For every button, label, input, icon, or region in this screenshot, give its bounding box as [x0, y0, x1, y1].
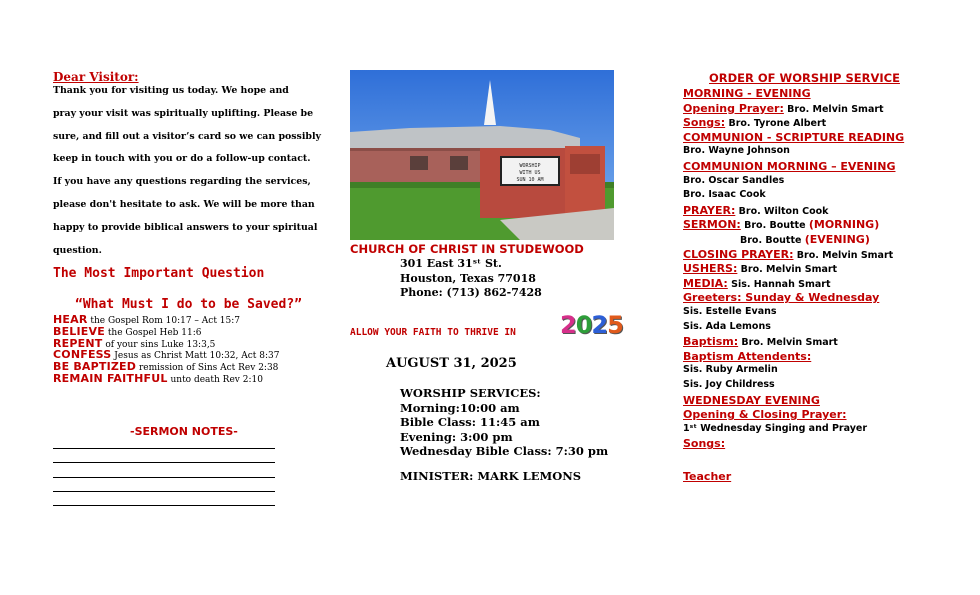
worship-heading: Baptism Attendents: — [683, 349, 812, 363]
role-label: Opening Prayer: — [683, 101, 784, 115]
dear-visitor-heading: Dear Visitor: — [53, 70, 139, 84]
role-label: MEDIA: — [683, 276, 728, 290]
worship-heading: WEDNESDAY EVENING — [683, 393, 820, 407]
welcome-line: Thank you for visiting us today. We hope and — [53, 85, 289, 96]
worship-person: Sis. Ada Lemons — [683, 320, 771, 332]
step-reference: Jesus as Christ Matt 10:32, Act 8:37 — [111, 351, 280, 362]
what-must-heading: “What Must I do to be Saved?” — [75, 297, 302, 312]
step-word: CONFESS — [53, 348, 112, 362]
year-digit: 0 — [575, 311, 592, 339]
church-building-image — [350, 70, 614, 240]
worship-role — [683, 277, 831, 290]
worship-role — [683, 218, 879, 231]
step-reference: the Gospel Rom 10:17 – Act 15:7 — [87, 316, 241, 326]
role-label: PRAYER: — [683, 203, 736, 217]
sign-text: WORSHIP — [519, 163, 541, 169]
welcome-line: If you have any questions regarding the services, — [53, 176, 311, 188]
step-reference: remission of Sins Act Rev 2:38 — [136, 363, 279, 374]
worship-role — [683, 116, 826, 129]
worship-person: Bro. Oscar Sandles — [683, 174, 785, 186]
year-digit: 2 — [560, 311, 576, 339]
year-digit: 2 — [591, 311, 608, 339]
welcome-line: sure, and fill out a visitor’s card so we can possibly — [53, 130, 321, 142]
welcome-line: keep in touch with you or do a follow-up contact. — [53, 153, 311, 165]
note-line — [53, 448, 275, 449]
worship-role — [683, 335, 838, 348]
worship-heading: Opening & Closing Prayer: — [683, 408, 847, 422]
worship-person: Bro. Wayne Johnson — [683, 145, 790, 157]
year-graphic — [560, 311, 623, 339]
minister-name: MINISTER: MARK LEMONS — [400, 469, 582, 483]
step-word: REPENT — [53, 336, 103, 350]
worship-person: 1ˢᵗ Wednesday Singing and Prayer — [683, 422, 868, 434]
worship-role — [683, 248, 893, 261]
worship-heading: Songs: — [683, 437, 726, 451]
role-session: (EVENING) — [804, 233, 870, 246]
church-photo — [350, 70, 614, 240]
address-line: Phone: (713) 862-7428 — [400, 286, 542, 299]
order-of-worship-title: ORDER OF WORSHIP SERVICE — [709, 71, 900, 85]
role-session: (MORNING) — [808, 218, 880, 232]
worship-role — [683, 102, 884, 115]
worship-role — [683, 204, 829, 217]
role-label: SERMON: — [683, 218, 741, 232]
worship-role — [683, 233, 870, 246]
svg-text:WITH US: WITH US — [519, 170, 541, 176]
step-word: BELIEVE — [53, 324, 105, 338]
role-label: USHERS: — [683, 262, 738, 276]
service-line: Bible Class: 11:45 am — [400, 415, 540, 429]
worship-heading: Teacher — [683, 470, 732, 483]
worship-heading: COMMUNION MORNING – EVENING — [683, 160, 896, 173]
worship-role — [683, 262, 837, 275]
worship-person: Sis. Ruby Armelin — [683, 364, 778, 376]
address-line: Houston, Texas 77018 — [400, 271, 536, 285]
worship-person: Sis. Joy Childress — [683, 379, 775, 390]
worship-heading: MORNING - EVENING — [683, 87, 811, 100]
step-word: HEAR — [53, 313, 88, 326]
service-line: Wednesday Bible Class: 7:30 pm — [400, 444, 609, 458]
step-reference: the Gospel Heb 11:6 — [104, 327, 202, 338]
year-digit: 5 — [607, 311, 623, 339]
allow-faith-text: ALLOW YOUR FAITH TO THRIVE IN — [350, 327, 516, 338]
welcome-line: question. — [53, 244, 102, 256]
service-line: WORSHIP SERVICES: — [400, 386, 541, 400]
worship-person: Bro. Isaac Cook — [683, 189, 766, 201]
service-line: Evening: 3:00 pm — [400, 429, 513, 444]
role-label: Baptism: — [683, 335, 739, 349]
role-person: Bro. Melvin Smart — [738, 337, 838, 349]
role-label: CLOSING PRAYER: — [683, 247, 794, 261]
svg-text:SUN 10 AM: SUN 10 AM — [516, 177, 544, 183]
step-word: REMAIN FAITHFUL — [53, 372, 168, 385]
role-label: Songs: — [683, 116, 726, 130]
address-line: 301 East 31ˢᵗ St. — [400, 257, 502, 270]
role-person: Bro. Wilton Cook — [735, 205, 829, 217]
service-line: Morning:10:00 am — [400, 400, 520, 415]
role-person: Sis. Hannah Smart — [727, 278, 831, 290]
role-person: Bro. Tyrone Albert — [725, 118, 827, 130]
role-person: Bro. Boutte — [740, 235, 805, 246]
worship-person: Sis. Estelle Evans — [683, 306, 777, 317]
most-important-question-heading: The Most Important Question — [53, 266, 265, 281]
salvation-step — [53, 372, 263, 385]
worship-heading: Greeters: Sunday & Wednesday — [683, 291, 880, 305]
bulletin-date: AUGUST 31, 2025 — [386, 356, 517, 371]
worship-heading: COMMUNION - SCRIPTURE READING — [683, 130, 905, 144]
note-line — [53, 505, 275, 506]
note-line — [53, 462, 275, 463]
step-reference: unto death Rev 2:10 — [167, 375, 263, 385]
step-reference: of your sins Luke 13:3,5 — [102, 339, 216, 350]
role-person: Bro. Boutte — [740, 220, 809, 232]
welcome-line: happy to provide biblical answers to your spiritual — [53, 221, 318, 233]
welcome-line: please don't hesitate to ask. We will be more than — [53, 199, 315, 210]
welcome-line: pray your visit was spiritually uplifting. Please be — [53, 107, 314, 119]
role-person: Bro. Melvin Smart — [737, 264, 838, 276]
role-person: Bro. Melvin Smart — [793, 249, 894, 261]
church-name: CHURCH OF CHRIST IN STUDEWOOD — [350, 242, 584, 256]
sermon-notes-heading: -SERMON NOTES- — [130, 425, 238, 438]
role-person: Bro. Melvin Smart — [783, 103, 884, 115]
note-line — [53, 477, 275, 478]
note-line — [53, 491, 275, 492]
step-word: BE BAPTIZED — [53, 360, 137, 374]
